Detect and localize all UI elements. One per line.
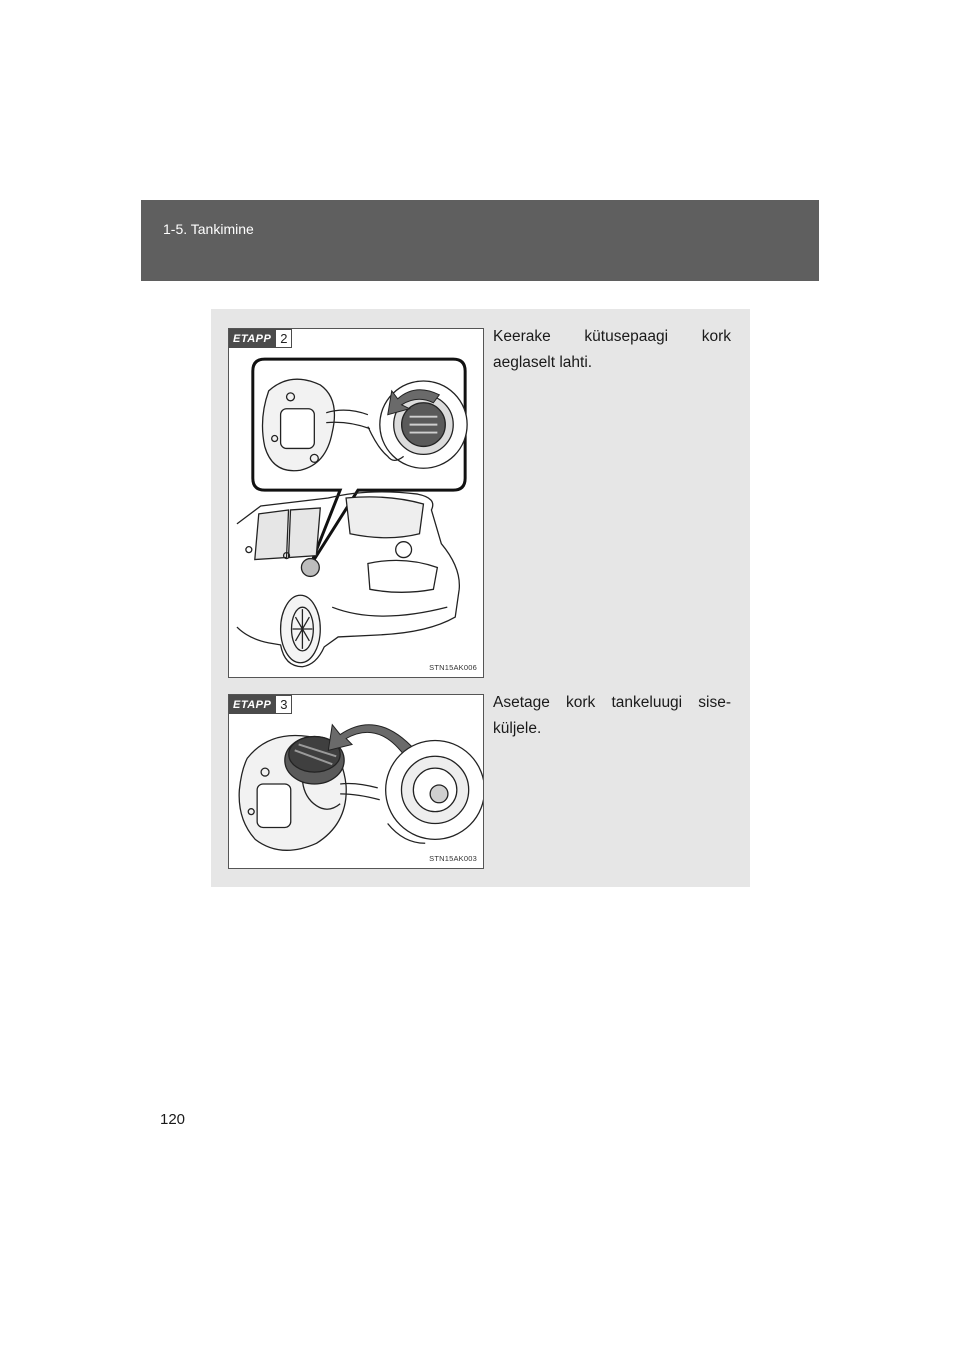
page-number: 120 (160, 1111, 186, 1128)
step-badge-label: ETAPP (229, 695, 275, 714)
section-header (141, 200, 819, 281)
step-badge (229, 695, 292, 714)
step-badge-number: 3 (275, 695, 292, 714)
car-rear (237, 492, 459, 667)
step-instruction: Asetage kork tankeluugi sise-küljele. (493, 694, 731, 737)
instruction-panel (211, 309, 750, 887)
step-badge-label: ETAPP (229, 329, 275, 348)
filler-opening (386, 740, 483, 843)
figure-fuel-cap-placement (228, 694, 484, 869)
figure-fuel-cap-unscrew (228, 328, 484, 678)
step-2 (228, 328, 733, 678)
figure-code: STN15AK006 (429, 663, 477, 672)
fuel-cap-placement-illustration (229, 695, 483, 868)
step-badge-number: 2 (275, 329, 292, 348)
car-fuel-cap-unscrew-illustration (229, 329, 483, 677)
step-3 (228, 694, 733, 869)
step-instruction: Keerake kütusepaagi kork aeglaselt lahti. (493, 328, 731, 371)
section-title: 1-5. Tankimine (163, 221, 254, 237)
figure-code: STN15AK003 (429, 854, 477, 863)
step-badge (229, 329, 292, 348)
